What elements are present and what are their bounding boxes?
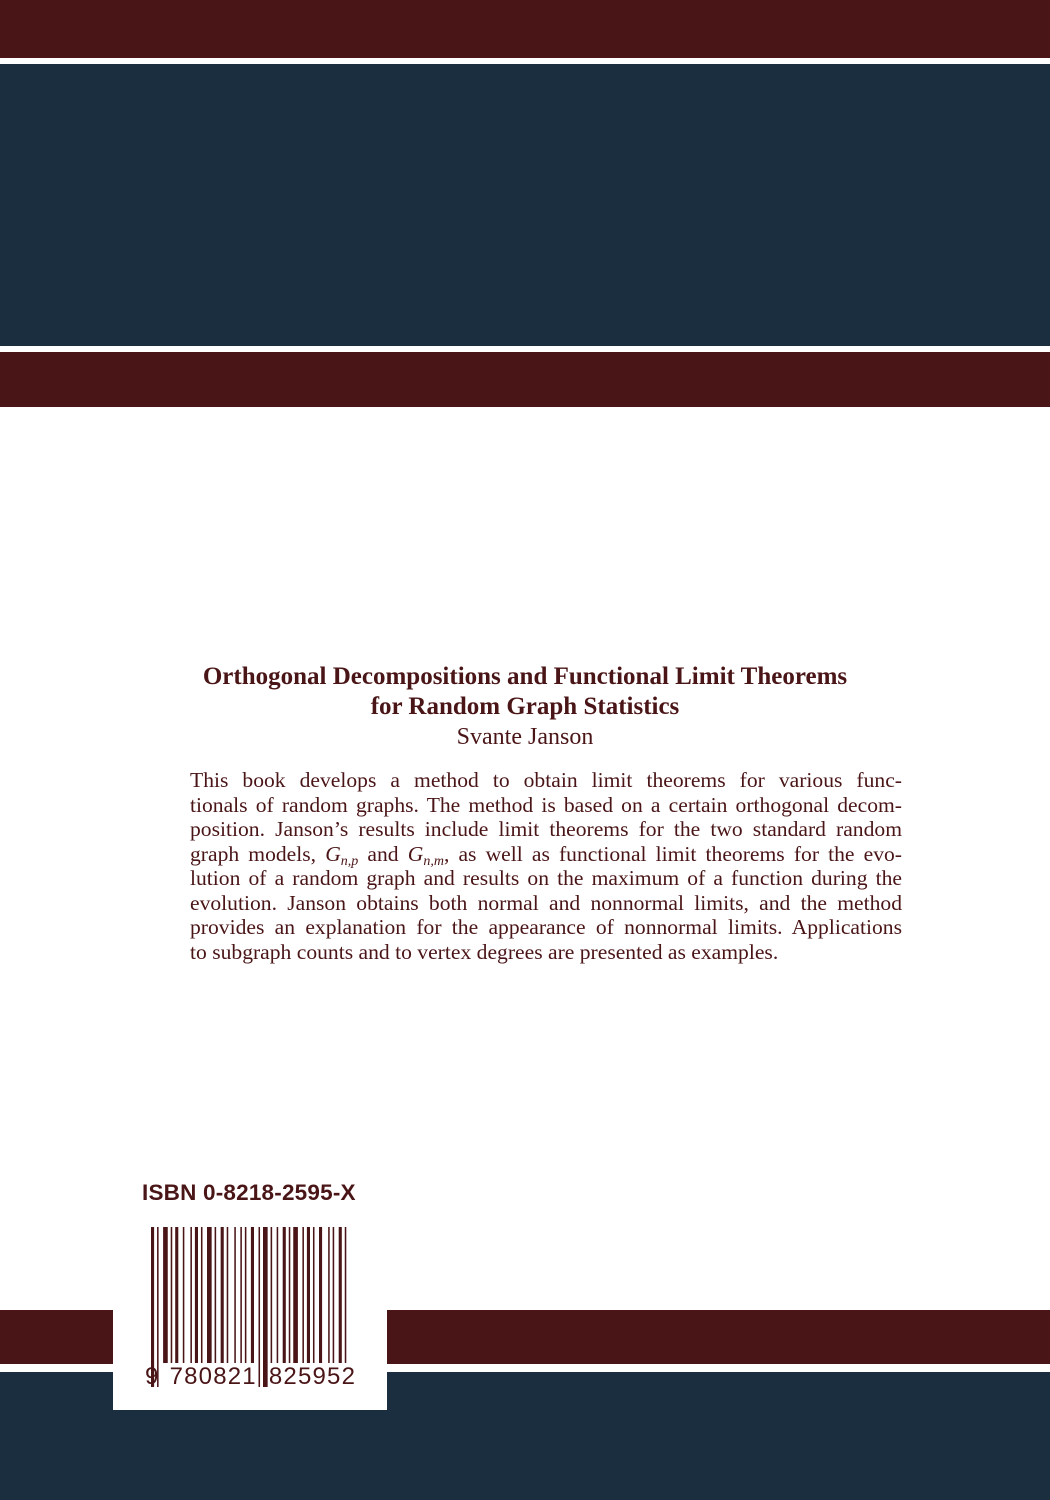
- title-block: [0, 662, 1050, 751]
- isbn-label: ISBN 0-8218-2595-X: [142, 1180, 356, 1205]
- barcode-bar: [245, 1227, 247, 1363]
- barcode-bar: [163, 1227, 168, 1363]
- barcode-bar: [339, 1227, 342, 1363]
- abstract-text: graph models,: [190, 841, 326, 866]
- barcode-bar: [345, 1227, 347, 1363]
- abstract-line: evolution. Janson obtains both normal and nonnormal limits, and the method: [190, 890, 902, 915]
- barcode-bar: [313, 1227, 315, 1363]
- barcode-bar: [283, 1227, 286, 1363]
- barcode-bar: [293, 1227, 298, 1363]
- barcode-bar: [263, 1227, 268, 1387]
- barcode-digit-group-2: 825952: [268, 1363, 357, 1390]
- barcode-bar: [175, 1227, 178, 1363]
- barcode-bar: [215, 1227, 217, 1363]
- barcode-panel: [113, 1212, 387, 1410]
- book-title-line-1: Orthogonal Decompositions and Functional Limit Theorems: [202, 663, 848, 690]
- barcode-bar: [333, 1227, 335, 1363]
- barcode-bar: [277, 1227, 279, 1363]
- barcode-number: [145, 1364, 375, 1390]
- barcode-first-digit: 9: [145, 1363, 160, 1390]
- navy-band: [0, 64, 1050, 346]
- barcode-bar: [328, 1227, 330, 1363]
- abstract-line-with-math: [190, 842, 902, 867]
- abstract-line: lution of a random graph and results on the maximum of a function during the: [190, 866, 902, 890]
- math-subscript: n,p: [340, 853, 359, 869]
- barcode-bar: [221, 1227, 224, 1363]
- barcode-bar: [259, 1227, 261, 1387]
- abstract-line: provides an explanation for the appearance of nonnormal limits. Applications: [190, 915, 902, 939]
- top-maroon-band: [0, 0, 1050, 58]
- middle-maroon-band: [0, 352, 1050, 407]
- math-base: G: [407, 841, 424, 866]
- barcode-bar: [271, 1227, 273, 1363]
- abstract-text: and: [358, 841, 408, 866]
- barcode-bar: [201, 1227, 203, 1363]
- abstract-line-text: This book develops a method to obtain limit theorems for various func-: [190, 768, 902, 792]
- barcode-bar: [190, 1227, 192, 1363]
- abstract-line: tionals of random graphs. The method is based on a certain orthogonal decom-: [190, 792, 902, 817]
- abstract-line: to subgraph counts and to vertex degrees are presented as examples.: [190, 939, 779, 964]
- abstract-line: [190, 768, 902, 793]
- abstract-text: , as well as functional limit theorems for the evo-: [443, 841, 902, 866]
- author-name: Svante Janson: [456, 724, 594, 750]
- abstract-line: position. Janson’s results include limit theorems for the two standard random: [190, 817, 902, 841]
- barcode-bar: [171, 1227, 173, 1363]
- barcode-bar: [251, 1227, 254, 1363]
- abstract-paragraph: [190, 768, 902, 964]
- barcode-bar: [307, 1227, 310, 1363]
- barcode-bar: [289, 1227, 291, 1363]
- barcode-bar: [227, 1227, 229, 1363]
- math-g-nm: [407, 841, 444, 869]
- barcode-bar: [195, 1227, 198, 1363]
- barcode-bar: [240, 1227, 242, 1363]
- barcode-bar: [302, 1227, 304, 1363]
- barcode-bar: [183, 1227, 185, 1363]
- barcode-digit-group-1: 780821: [169, 1363, 257, 1390]
- book-title-line-2: for Random Graph Statistics: [370, 693, 680, 720]
- math-subscript: n,m: [423, 853, 444, 869]
- barcode-bar: [234, 1227, 236, 1363]
- math-base: G: [325, 841, 341, 866]
- barcode-bar: [319, 1227, 322, 1363]
- barcode-bar: [207, 1227, 212, 1363]
- math-g-np: [325, 841, 359, 869]
